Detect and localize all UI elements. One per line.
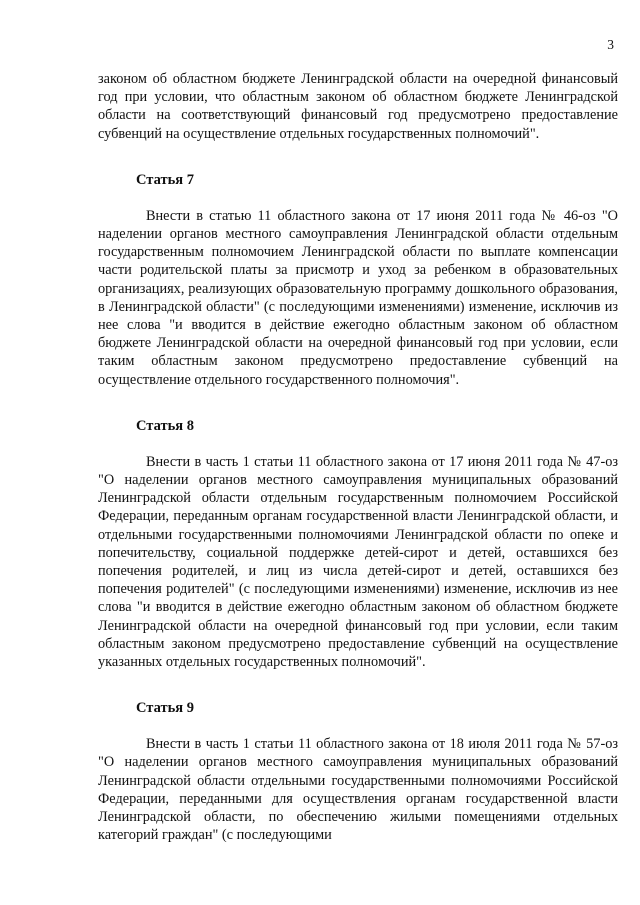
article-8-heading: Статья 8 — [136, 417, 194, 434]
article-8-text: Внести в часть 1 статьи 11 областного закона от 17 июня 2011 года № 47-оз "О наделении органов местного самоуправления муниципальных образований Ленинградской области отдельным государственным полномочием Российской Федерации, переданным органам государственной власти Ленинградской области, и отдельными государственными полномочиями Ленинградской области по опеке и попечительству, социальной поддержке детей-сирот и детей, оставшихся без попечения родителей, и лиц из числа детей-сирот и детей, оставшихся без попечения родителей" (с последующими изменениями) изменение, исключив из нее слова "и вводится в действие ежегодно областным законом об областном бюджете Ленинградской области на очередной финансовый год при условии, если таким областным законом предусмотрено предоставление субвенций на осуществление указанных отдельных государственных полномочий". — [98, 453, 618, 671]
spacer — [98, 143, 618, 171]
article-9-text: Внести в часть 1 статьи 11 областного закона от 18 июля 2011 года № 57-оз "О наделении органов местного самоуправления муниципальных образований Ленинградской области отдельными государственными полномочиями Российской Федерации, переданными для осуществления органам государственной власти Ленинградской области, по обеспечению жилыми помещениями отдельных категорий граждан" (с последующими — [98, 736, 618, 844]
spacer — [98, 671, 618, 699]
intro-paragraph: законом об областном бюджете Ленинградской области на очередной финансовый год при условии, что областным законом об областном бюджете Ленинградской области на соответствующий финансовый год предусмотрено предоставление субвенций на осуществление отдельных государственных полномочий". — [98, 71, 618, 142]
spacer — [98, 189, 618, 207]
spacer — [98, 717, 618, 735]
article-7-text: Внести в статью 11 областного закона от 17 июня 2011 года № 46-оз "О наделении органов местного самоуправления Ленинградской области отдельным государственным полномочием Ленинградской области по выплате компенсации части родительской платы за присмотр и уход за ребенком в образовательных организациях, реализующих образовательную программу дошкольного образования, в Ленинградской области" (с последующими изменениями) изменение, исключив из нее слова "и вводится в действие ежегодно областным законом об областном бюджете Ленинградской области на очередной финансовый год при условии, если таким областным законом предусмотрено предоставление субвенций на осуществление отдельного государственного полномочия". — [98, 207, 618, 388]
spacer — [98, 389, 618, 417]
document-body — [98, 70, 618, 845]
article-9-heading: Статья 9 — [136, 700, 194, 717]
article-7-heading: Статья 7 — [136, 171, 194, 188]
spacer — [98, 435, 618, 453]
page-number: 3 — [607, 37, 614, 52]
